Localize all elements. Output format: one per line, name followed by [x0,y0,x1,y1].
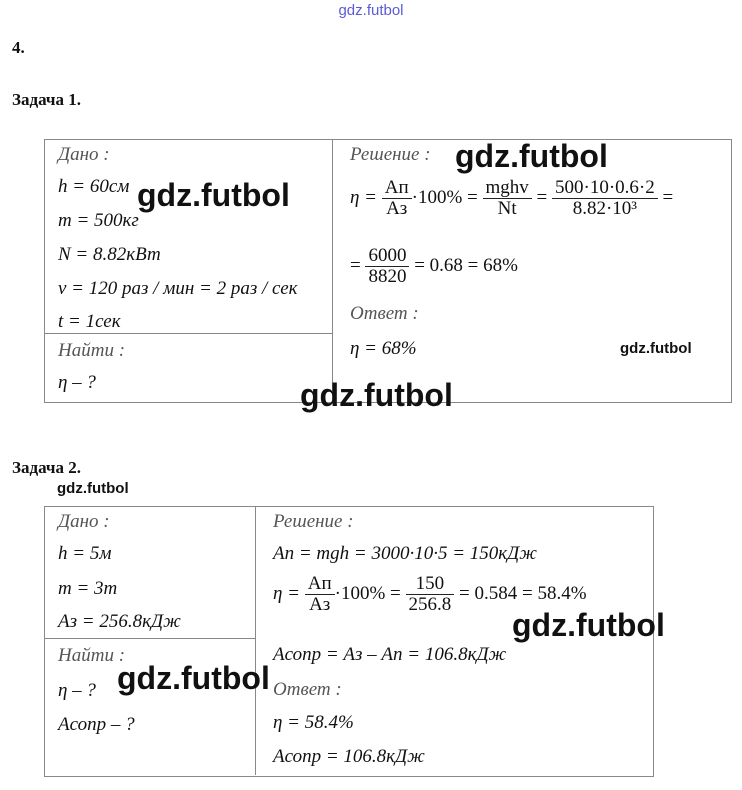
task1-solution-header: Решение : [350,144,431,165]
task1-find-divider [44,333,332,334]
task1-divider [332,139,333,401]
task2-given-height: h = 5м [58,543,112,564]
exercise-number: 4. [12,38,25,57]
task2-solution-header: Решение : [273,511,354,532]
task2-find-divider [44,638,255,639]
task1-title: Задача 1. [12,90,81,109]
task2-equation-efficiency: η = $\frac{Aп}{Aз}$ ·100% = $\frac{150}{256.8}$ = 0.584 = 58.4% [273,573,587,615]
task2-given-mass: m = 3т [58,578,118,599]
task2-given-total-work: Aз = 256.8кДж [58,611,181,632]
task2-find-efficiency: η – ? [58,680,96,701]
task1-answer: η = 68% [350,338,417,359]
task2-title: Задача 2. [12,458,81,477]
task1-equation-efficiency: η = $\frac{Aп}{Aз}$ ·100% = $\frac{\text{mghv}}{Nt}$ = $\frac{500\cdot 10\cdot 0.6\cdot 2}{\text{8.82·10³}}$ = [350,177,674,219]
task2-equation-resistance-work: Aсопр = Aз – Aп = 106.8кДж [273,644,507,665]
task1-answer-header: Ответ : [350,303,419,324]
top-watermark: gdz.futbol [338,2,404,19]
watermark-overlay: gdz.futbol [57,480,129,497]
watermark-overlay: gdz.futbol [512,607,665,643]
task1-given-frequency: v = 120 раз / мин = 2 раз / сек [58,278,298,299]
task2-find-header: Найти : [58,645,126,666]
watermark-overlay: gdz.futbol [117,660,270,696]
task2-find-resistance-work: Aсопр – ? [58,714,135,735]
task1-given-time: t = 1сек [58,311,121,332]
task1-given-header: Дано : [58,144,110,165]
task2-answer-header: Ответ : [273,679,342,700]
task1-given-height: h = 60см [58,176,130,197]
task2-answer-efficiency: η = 58.4% [273,712,354,733]
task1-given-power: N = 8.82кВт [58,244,161,265]
watermark-overlay: gdz.futbol [137,177,290,213]
task2-answer-resistance-work: Aсопр = 106.8кДж [273,746,425,767]
watermark-overlay: gdz.futbol [300,377,453,413]
task2-divider [255,506,256,775]
task1-given-mass: m = 500кг [58,210,139,231]
task1-find-efficiency: η – ? [58,372,96,393]
task1-find-header: Найти : [58,340,126,361]
task2-equation-useful-work: Aп = mgh = 3000·10·5 = 150кДж [273,543,537,564]
watermark-overlay: gdz.futbol [455,138,608,174]
watermark-overlay: gdz.futbol [620,340,692,357]
task2-given-header: Дано : [58,511,110,532]
task1-equation-result: = $\frac{6000}{8820}$ = 0.68 = 68% [350,245,518,287]
